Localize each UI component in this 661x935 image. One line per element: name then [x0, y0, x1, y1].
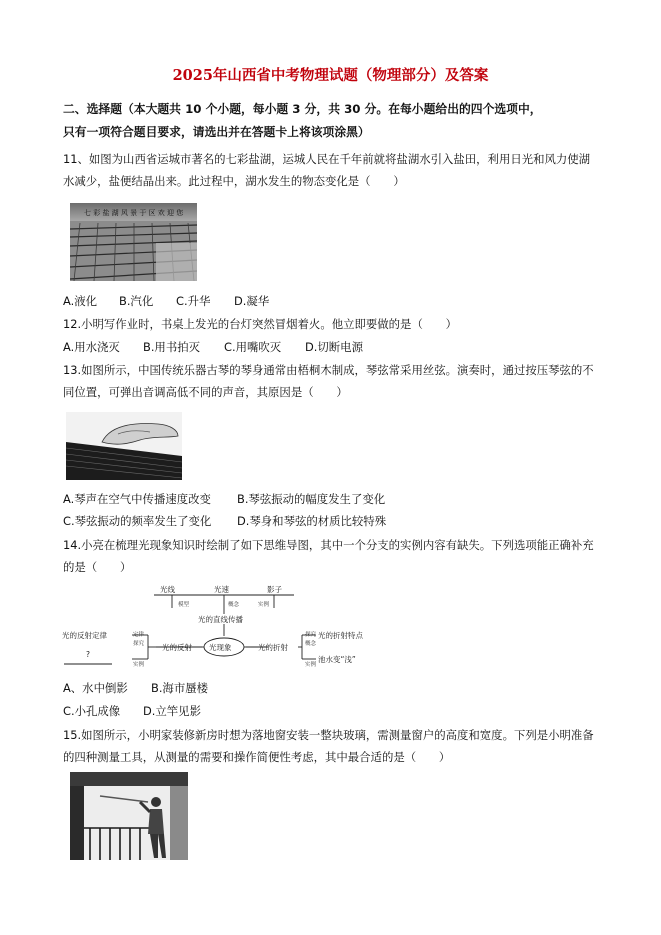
mindmap-label-concept3: 概念 — [305, 641, 317, 647]
q11-text-line1: 11、如图为山西省运城市著名的七彩盐湖，运城人民在千年前就将盐湖水引入盐田，利用日光和风力使湖 — [63, 152, 591, 166]
mindmap-label-concept: 概念 — [228, 602, 240, 608]
mindmap-left-missing: ? — [86, 650, 90, 659]
mindmap-refraction: 光的折射 — [258, 643, 288, 652]
q12-option-c[interactable]: C.用嘴吹灭 — [224, 340, 282, 354]
mindmap-rectilinear: 光的直线传播 — [198, 615, 243, 624]
mindmap-reflection: 光的反射 — [162, 643, 192, 652]
q11-option-c[interactable]: C.升华 — [176, 294, 211, 308]
mindmap-right-feature: 光的折射特点 — [318, 631, 363, 640]
q14-text-line1: 14.小亮在梳理光现象知识时绘制了如下思维导图，其中一个分支的实例内容有缺失。下列选项能正确补充 — [63, 538, 594, 552]
mindmap-right-example: 池水变“浅” — [318, 655, 356, 664]
q14-option-d[interactable]: D.立竿见影 — [143, 704, 201, 718]
q13-text-line2: 同位置，可弹出音调高低不同的声音，其原因是（ ） — [63, 385, 348, 399]
q14-option-c[interactable]: C.小孔成像 — [63, 704, 121, 718]
mindmap-label-example2: 实例 — [133, 662, 145, 668]
mindmap-label-example3: 实例 — [305, 662, 317, 668]
q13-option-d[interactable]: D.琴身和琴弦的材质比较特殊 — [237, 514, 387, 528]
mindmap-label-law: 定律 — [133, 632, 145, 638]
mindmap-label-model: 模型 — [178, 602, 190, 608]
mindmap-label-example: 实例 — [258, 602, 270, 608]
salt-lake-photo — [70, 203, 197, 281]
q12-option-b[interactable]: B.用书拍灭 — [143, 340, 200, 354]
q13-option-a[interactable]: A.琴声在空气中传播速度改变 — [63, 492, 211, 506]
q15-text-line2: 的四种测量工具，从测量的需要和操作简便性考虑，其中最合适的是（ ） — [63, 750, 451, 764]
mindmap-center: 光现象 — [209, 643, 232, 652]
mindmap-left-law: 光的反射定律 — [62, 631, 107, 640]
q11-text-line2: 水减少，盐便结晶出来。此过程中，湖水发生的物态变化是（ ） — [63, 174, 405, 188]
mindmap-label-discover: 探究 — [133, 641, 145, 647]
q12-option-a[interactable]: A.用水浇灭 — [63, 340, 120, 354]
mindmap-top-right: 影子 — [267, 585, 282, 594]
q13-text-line1: 13.如图所示，中国传统乐器古琴的琴身通常由梧桐木制成，琴弦常采用丝弦。演奏时，通过按压琴弦的不 — [63, 363, 594, 377]
light-mindmap — [62, 578, 392, 670]
section-header-line2: 只有一项符合题目要求，请选出并在答题卡上将该项涂黑） — [63, 125, 370, 139]
q14-text-line2: 的是（ ） — [63, 560, 132, 574]
page-title: 2025年山西省中考物理试题（物理部分）及答案 — [172, 67, 489, 84]
q11-option-d[interactable]: D.凝华 — [234, 294, 270, 308]
q11-option-a[interactable]: A.液化 — [63, 294, 97, 308]
svg-text:七 彩 盐 湖 风 景 于 区 欢 迎 您: 七 彩 盐 湖 风 景 于 区 欢 迎 您 — [84, 209, 184, 217]
q14-option-b[interactable]: B.海市蜃楼 — [151, 681, 208, 695]
q14-option-a[interactable]: A、水中倒影 — [63, 681, 128, 695]
mindmap-top-mid: 光速 — [214, 585, 229, 594]
q11-option-b[interactable]: B.汽化 — [119, 294, 154, 308]
q13-option-c[interactable]: C.琴弦振动的频率发生了变化 — [63, 514, 212, 528]
q15-text-line1: 15.如图所示，小明家装修新房时想为落地窗安装一整块玻璃，需测量窗户的高度和宽度。下列是小明准备 — [63, 728, 594, 742]
mindmap-top-left: 光线 — [160, 585, 175, 594]
q12-text-line1: 12.小明写作业时，书桌上发光的台灯突然冒烟着火。他立即要做的是（ ） — [63, 317, 458, 331]
window-measure-photo — [70, 772, 188, 860]
q12-option-d[interactable]: D.切断电源 — [305, 340, 363, 354]
mindmap-label-discover2: 探究 — [305, 632, 317, 638]
section-header-line1: 二、选择题（本大题共 10 个小题，每小题 3 分，共 30 分。在每小题给出的四个选项中， — [63, 102, 542, 116]
q13-option-b[interactable]: B.琴弦振动的幅度发生了变化 — [237, 492, 386, 506]
guqin-photo — [66, 412, 182, 480]
